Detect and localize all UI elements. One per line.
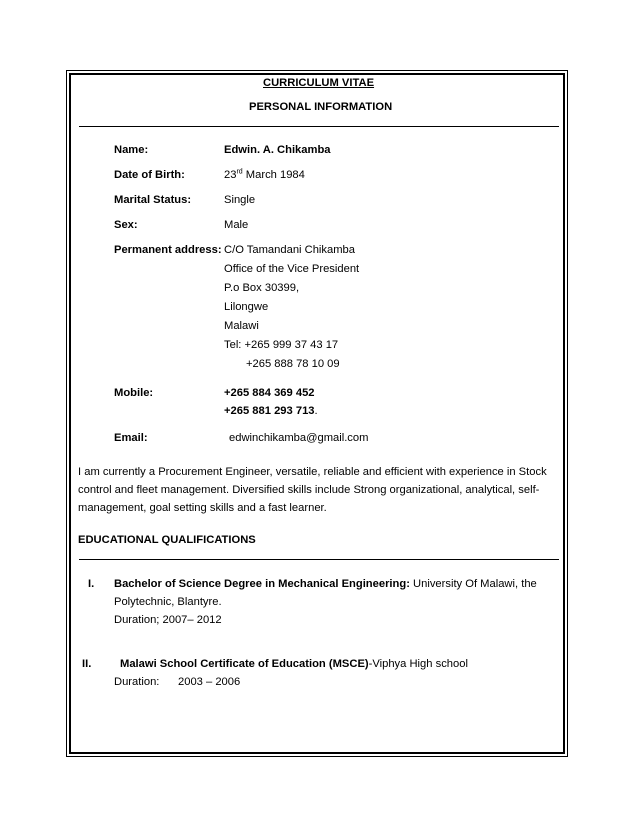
edu-duration-1: Duration; 2007– 2012 [114, 614, 222, 626]
edu-entry-1: Bachelor of Science Degree in Mechanical Engineering: University Of Malawi, the [114, 578, 537, 590]
edu-duration-2-value: 2003 – 2006 [178, 676, 241, 688]
dob-label: Date of Birth: [114, 169, 185, 181]
edu-numeral-2: II. [82, 658, 92, 670]
edu-entry-2: Malawi School Certificate of Education (MSCE)-Viphya High school [120, 658, 468, 670]
edu-numeral-1: I. [88, 578, 95, 590]
divider-education [79, 559, 559, 560]
name-value: Edwin. A. Chikamba [224, 144, 331, 156]
address-line: C/O Tamandani Chikamba [224, 244, 355, 256]
address-tel-2: +265 888 78 10 09 [246, 358, 340, 370]
address-tel-1: Tel: +265 999 37 43 17 [224, 339, 339, 351]
summary-paragraph [78, 463, 562, 517]
edu-duration-2-label: Duration: [114, 676, 160, 688]
email-label: Email: [114, 432, 148, 444]
dob-value: 23rd March 1984 [224, 168, 305, 181]
sex-label: Sex: [114, 219, 138, 231]
name-label: Name: [114, 144, 149, 156]
address-line: Malawi [224, 320, 259, 332]
summary-line: management, goal setting skills and a fast learner. [78, 502, 327, 514]
divider-personal [79, 126, 559, 127]
mobile-2: +265 881 293 713. [224, 405, 318, 417]
marital-value: Single [224, 194, 256, 206]
email-link[interactable]: edwinchikamba@gmail.com [229, 432, 369, 444]
document-title: CURRICULUM VITAE [263, 77, 375, 89]
address-line: Lilongwe [224, 301, 269, 313]
address-line: P.o Box 30399, [224, 282, 300, 294]
mobile-1: +265 884 369 452 [224, 387, 315, 399]
mobile-label: Mobile: [114, 387, 154, 399]
summary-line: control and fleet management. Diversified skills include Strong organizational, analytical, self- [78, 484, 540, 496]
address-line: Office of the Vice President [224, 263, 360, 275]
address-label: Permanent address: [114, 244, 222, 256]
personal-info-heading: PERSONAL INFORMATION [249, 101, 393, 113]
summary-line: I am currently a Procurement Engineer, versatile, reliable and efficient with experience in Stock [78, 466, 547, 478]
marital-label: Marital Status: [114, 194, 192, 206]
sex-value: Male [224, 219, 249, 231]
education-heading: EDUCATIONAL QUALIFICATIONS [78, 534, 256, 546]
edu-entry-1-line2: Polytechnic, Blantyre. [114, 596, 222, 608]
